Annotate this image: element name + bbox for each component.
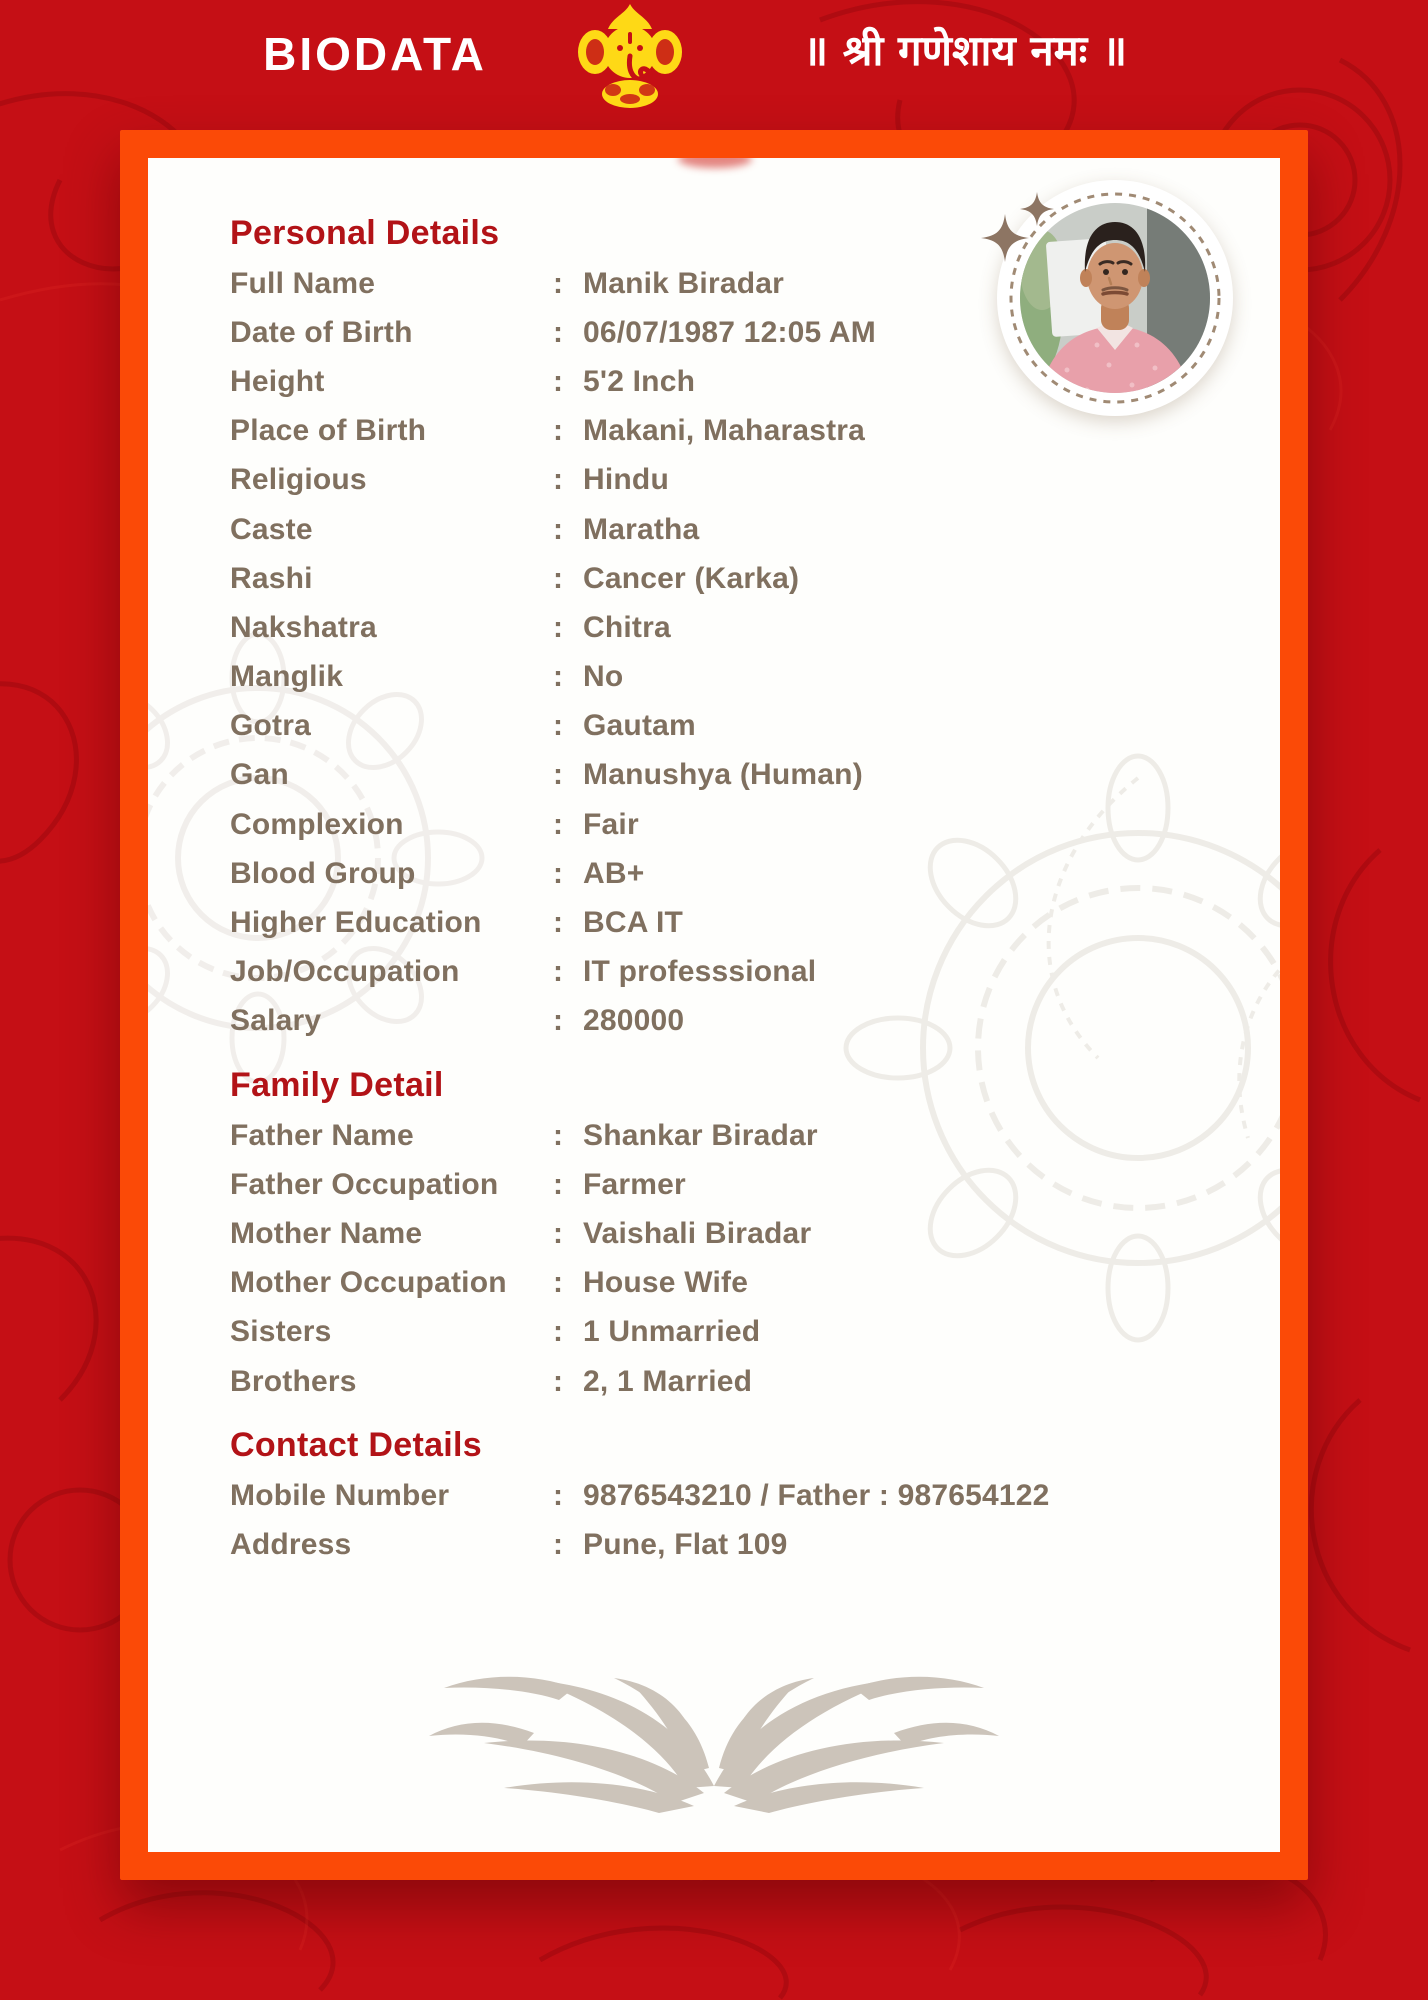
detail-value: Manik Biradar <box>583 266 784 300</box>
detail-label: Mother Name <box>230 1216 423 1250</box>
colon-separator: : <box>553 807 564 841</box>
detail-label: Manglik <box>230 660 344 694</box>
detail-label: Complexion <box>230 807 404 841</box>
colon-separator: : <box>553 1478 564 1512</box>
colon-separator: : <box>553 856 564 890</box>
detail-value: 9876543210 / Father : 987654122 <box>583 1478 1050 1512</box>
colon-separator: : <box>553 266 564 300</box>
colon-separator: : <box>553 1118 564 1152</box>
detail-row <box>230 898 1250 947</box>
detail-label: Sisters <box>230 1315 332 1349</box>
detail-label: Height <box>230 364 325 398</box>
detail-label: Blood Group <box>230 856 416 890</box>
detail-value: BCA IT <box>583 906 684 940</box>
detail-row <box>230 948 1250 997</box>
detail-row <box>230 800 1250 849</box>
detail-row <box>230 1357 1250 1406</box>
detail-label: Job/Occupation <box>230 955 460 989</box>
colon-separator: : <box>553 364 564 398</box>
section-heading: Contact Details <box>230 1426 482 1465</box>
detail-value: Makani, Maharastra <box>583 414 866 448</box>
detail-value: No <box>583 660 624 694</box>
detail-label: Mobile Number <box>230 1478 450 1512</box>
detail-value: Hindu <box>583 463 669 497</box>
detail-label: Nakshatra <box>230 610 377 644</box>
detail-row <box>230 1471 1250 1520</box>
detail-label: Rashi <box>230 561 313 595</box>
leaf-flourish-decoration <box>424 1658 1004 1818</box>
detail-label: Father Name <box>230 1118 414 1152</box>
colon-separator: : <box>553 955 564 989</box>
detail-value: IT professsional <box>583 955 817 989</box>
detail-label: Place of Birth <box>230 414 427 448</box>
colon-separator: : <box>553 1266 564 1300</box>
detail-row <box>230 1111 1250 1160</box>
detail-row <box>230 702 1250 751</box>
detail-label: Religious <box>230 463 367 497</box>
colon-separator: : <box>553 1004 564 1038</box>
colon-separator: : <box>553 1527 564 1561</box>
detail-label: Full Name <box>230 266 376 300</box>
detail-value: Maratha <box>583 512 700 546</box>
detail-row <box>230 751 1250 800</box>
section-heading: Personal Details <box>230 214 500 252</box>
colon-separator: : <box>553 512 564 546</box>
detail-row <box>230 1308 1250 1357</box>
mantra-text: ॥ श्री गणेशाय नमः ॥ <box>802 26 1128 75</box>
detail-label: Brothers <box>230 1364 357 1398</box>
detail-value: AB+ <box>583 856 645 890</box>
detail-label: Gotra <box>230 709 312 743</box>
detail-label: Father Occupation <box>230 1167 499 1201</box>
colon-separator: : <box>553 463 564 497</box>
ganesha-icon <box>575 2 685 108</box>
biodata-card <box>120 130 1308 1880</box>
detail-row <box>230 505 1250 554</box>
detail-value: Farmer <box>583 1167 686 1201</box>
detail-value: 280000 <box>583 1004 685 1038</box>
detail-row <box>230 997 1250 1046</box>
colon-separator: : <box>553 561 564 595</box>
detail-row <box>230 849 1250 898</box>
colon-separator: : <box>553 1216 564 1250</box>
detail-row <box>230 1209 1250 1258</box>
detail-value: Shankar Biradar <box>583 1118 818 1152</box>
detail-value: Chitra <box>583 610 671 644</box>
detail-value: House Wife <box>583 1266 749 1300</box>
detail-row <box>230 554 1250 603</box>
detail-row <box>230 653 1250 702</box>
profile-photo-frame <box>997 180 1233 416</box>
detail-label: Gan <box>230 758 289 792</box>
colon-separator: : <box>553 660 564 694</box>
colon-separator: : <box>553 1167 564 1201</box>
detail-value: 1 Unmarried <box>583 1315 761 1349</box>
detail-row <box>230 456 1250 505</box>
detail-row <box>230 1160 1250 1209</box>
detail-label: Salary <box>230 1004 322 1038</box>
detail-label: Address <box>230 1527 352 1561</box>
colon-separator: : <box>553 906 564 940</box>
detail-value: Vaishali Biradar <box>583 1216 812 1250</box>
page-title: BIODATA <box>263 28 487 80</box>
sparkle-icon <box>975 186 1085 286</box>
detail-value: Pune, Flat 109 <box>583 1527 788 1561</box>
detail-value: Manushya (Human) <box>583 758 863 792</box>
header <box>0 0 1428 130</box>
detail-row <box>230 603 1250 652</box>
detail-row <box>230 1520 1250 1569</box>
detail-value: Cancer (Karka) <box>583 561 800 595</box>
detail-value: Fair <box>583 807 639 841</box>
detail-value: 2, 1 Married <box>583 1364 753 1398</box>
section <box>230 1065 1250 1406</box>
detail-label: Caste <box>230 512 313 546</box>
colon-separator: : <box>553 758 564 792</box>
detail-row <box>230 1259 1250 1308</box>
colon-separator: : <box>553 1315 564 1349</box>
colon-separator: : <box>553 610 564 644</box>
section <box>230 1425 1250 1569</box>
detail-label: Higher Education <box>230 906 482 940</box>
detail-value: 06/07/1987 12:05 AM <box>583 315 876 349</box>
detail-label: Mother Occupation <box>230 1266 507 1300</box>
detail-value: 5'2 Inch <box>583 364 696 398</box>
colon-separator: : <box>553 709 564 743</box>
colon-separator: : <box>553 414 564 448</box>
colon-separator: : <box>553 1364 564 1398</box>
detail-value: Gautam <box>583 709 696 743</box>
section-heading: Family Detail <box>230 1066 444 1104</box>
detail-label: Date of Birth <box>230 315 413 349</box>
colon-separator: : <box>553 315 564 349</box>
